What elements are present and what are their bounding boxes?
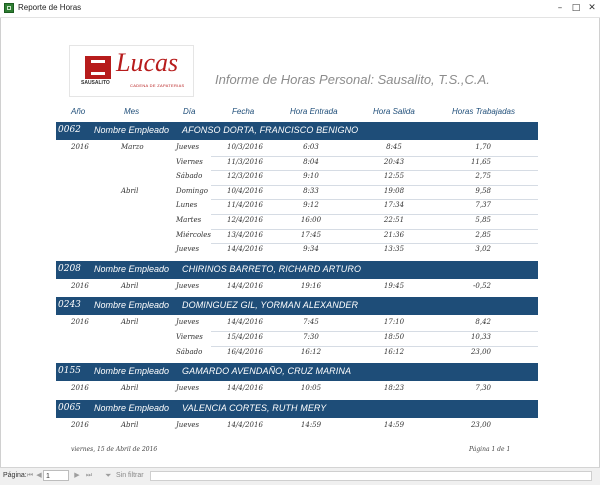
row-time-out: 19:08: [383, 186, 405, 195]
row-year: 2016: [71, 143, 89, 151]
row-time-out: 14:59: [383, 420, 405, 429]
employee-group-header: [56, 400, 538, 418]
row-day: Sábado: [176, 172, 203, 181]
row-separator: [211, 243, 538, 244]
company-logo: [69, 45, 194, 97]
row-month: Abril: [121, 384, 139, 393]
row-time-in: 19:16: [300, 281, 322, 290]
first-page-icon[interactable]: ⏮: [26, 472, 34, 479]
employee-code: 0208: [58, 263, 81, 274]
employee-group-header: [56, 122, 538, 140]
row-time-in: 9:34: [303, 245, 319, 254]
row-time-in: 17:45: [300, 230, 322, 239]
row-day: Martes: [176, 216, 202, 224]
row-date: 13/4/2016: [227, 230, 263, 239]
row-time-in: 7:30: [303, 333, 319, 341]
row-hours-worked: 7,37: [475, 201, 491, 210]
column-header-year: Año: [71, 107, 86, 116]
row-hours-worked: 8,42: [475, 318, 491, 327]
row-time-in: 9:12: [303, 201, 319, 210]
row-month: Abril: [121, 281, 139, 290]
logo-brand: Lucas: [116, 48, 179, 77]
row-time-in: 7:45: [303, 318, 319, 327]
logo-mark-text: SAUSALITO: [81, 80, 110, 86]
row-separator: [211, 185, 538, 186]
row-time-in: 8:33: [303, 186, 319, 195]
row-day: Jueves: [176, 245, 200, 254]
row-time-out: 20:43: [383, 157, 405, 166]
minimize-button[interactable]: –: [557, 3, 563, 13]
row-day: Jueves: [176, 420, 200, 429]
row-separator: [211, 214, 538, 215]
row-time-in: 16:00: [300, 216, 322, 224]
horizontal-scrollbar[interactable]: [150, 471, 592, 481]
employee-code: 0065: [58, 402, 81, 413]
row-hours-worked: 1,70: [475, 143, 491, 151]
row-time-out: 21:36: [383, 230, 405, 239]
employee-name-label: Nombre Empleado: [94, 300, 170, 311]
row-time-out: 18:50: [383, 333, 405, 341]
row-day: Domingo: [176, 186, 208, 195]
row-date: 12/3/2016: [227, 172, 263, 181]
row-hours-worked: 2,85: [475, 230, 491, 239]
row-day: Miércoles: [176, 230, 212, 239]
close-button[interactable]: ✕: [588, 3, 596, 13]
employee-group-header: [56, 363, 538, 381]
column-header-day: Día: [183, 107, 196, 116]
row-time-out: 12:55: [383, 172, 405, 181]
row-date: 15/4/2016: [227, 333, 263, 341]
access-app-icon: [4, 3, 14, 13]
page-number-input[interactable]: 1: [43, 470, 69, 481]
row-time-out: 17:10: [383, 318, 405, 327]
report-page: [1, 18, 599, 467]
filter-status[interactable]: Sin filtrar: [116, 472, 144, 479]
window-title: Reporte de Horas: [18, 3, 82, 12]
employee-name-label: Nombre Empleado: [94, 366, 170, 377]
employee-code: 0062: [58, 125, 81, 135]
row-date: 14/4/2016: [227, 420, 263, 429]
row-month: Marzo: [121, 143, 144, 151]
previous-page-icon[interactable]: ◀: [36, 472, 42, 479]
row-separator: [211, 199, 538, 200]
filter-icon: ⏷: [105, 471, 112, 480]
row-hours-worked: 11,65: [470, 157, 491, 166]
employee-name: GAMARDO AVENDAÑO, CRUZ MARINA: [182, 366, 352, 377]
column-header-time-in: Hora Entrada: [290, 107, 338, 116]
row-month: Abril: [121, 420, 139, 429]
row-hours-worked: 23,00: [470, 347, 491, 356]
row-day: Viernes: [176, 157, 203, 166]
row-time-out: 13:35: [383, 245, 405, 254]
employee-name: CHIRINOS BARRETO, RICHARD ARTURO: [182, 263, 362, 274]
report-frame: [0, 18, 600, 467]
employee-name-label: Nombre Empleado: [94, 125, 170, 135]
row-time-in: 10:05: [300, 384, 322, 393]
maximize-button[interactable]: □: [571, 3, 581, 13]
row-date: 12/4/2016: [227, 216, 263, 224]
row-date: 14/4/2016: [227, 281, 263, 290]
row-time-in: 16:12: [300, 347, 322, 356]
footer-date: viernes, 15 de Abril de 2016: [71, 446, 158, 453]
window-controls: [552, 0, 600, 17]
employee-name-label: Nombre Empleado: [94, 402, 170, 413]
row-separator: [211, 170, 538, 171]
logo-mark-icon: [85, 56, 111, 79]
row-separator: [211, 156, 538, 157]
column-header-hours-worked: Horas Trabajadas: [452, 107, 515, 116]
row-time-in: 9:10: [303, 172, 319, 181]
row-month: Abril: [121, 318, 139, 327]
row-day: Lunes: [176, 201, 198, 210]
employee-group-header: [56, 261, 538, 279]
employee-name-label: Nombre Empleado: [94, 263, 170, 274]
row-time-in: 8:04: [303, 157, 319, 166]
row-time-out: 16:12: [383, 347, 405, 356]
row-month: Abril: [121, 186, 139, 195]
row-date: 14/4/2016: [227, 245, 263, 254]
row-time-in: 6:03: [303, 143, 319, 151]
column-header-month: Mes: [124, 107, 140, 116]
row-date: 14/4/2016: [227, 318, 263, 327]
window-titlebar: [0, 0, 600, 18]
row-date: 11/3/2016: [227, 157, 263, 166]
row-separator: [211, 331, 538, 332]
row-date: 16/4/2016: [227, 347, 263, 356]
row-hours-worked: 10,33: [470, 333, 491, 341]
row-day: Jueves: [176, 318, 200, 327]
row-time-out: 22:51: [383, 216, 405, 224]
row-day: Viernes: [176, 333, 203, 341]
row-hours-worked: 5,85: [475, 216, 491, 224]
page-label: Página:: [3, 472, 27, 479]
logo-brand-sub: CADENA DE ZAPATERIAS: [130, 83, 185, 88]
record-navigation-bar: [0, 467, 600, 485]
row-hours-worked: 9,58: [475, 186, 491, 195]
row-day: Jueves: [176, 384, 200, 393]
row-date: 11/4/2016: [227, 201, 263, 210]
row-date: 14/4/2016: [227, 384, 263, 393]
row-hours-worked: 23,00: [470, 420, 491, 429]
row-time-out: 18:23: [383, 384, 405, 393]
row-separator: [211, 346, 538, 347]
row-separator: [211, 229, 538, 230]
row-year: 2016: [71, 281, 89, 290]
row-hours-worked: 2,75: [475, 172, 491, 181]
employee-group-header: [56, 297, 538, 315]
employee-name: VALENCIA CORTES, RUTH MERY: [182, 402, 327, 413]
employee-name: DOMINGUEZ GIL, YORMAN ALEXANDER: [182, 300, 359, 311]
column-header-time-out: Hora Salida: [373, 107, 415, 116]
employee-code: 0243: [58, 300, 81, 311]
row-time-in: 14:59: [300, 420, 322, 429]
footer-page-number: Página 1 de 1: [469, 446, 511, 453]
row-hours-worked: 3,02: [475, 245, 491, 254]
column-header-date: Fecha: [232, 107, 255, 116]
row-time-out: 8:45: [386, 143, 402, 151]
last-page-icon[interactable]: ⏭: [85, 472, 93, 479]
employee-code: 0155: [58, 366, 81, 377]
row-hours-worked: 7,30: [475, 384, 491, 393]
employee-name: AFONSO DORTA, FRANCISCO BENIGNO: [182, 125, 359, 135]
report-title: Informe de Horas Personal: Sausalito, T.S.,C.A.: [215, 72, 490, 87]
row-time-out: 19:45: [383, 281, 405, 290]
next-page-icon[interactable]: ▶: [74, 472, 80, 479]
row-year: 2016: [71, 384, 89, 393]
row-day: Jueves: [176, 281, 200, 290]
row-year: 2016: [71, 318, 89, 327]
row-day: Jueves: [176, 143, 200, 151]
row-year: 2016: [71, 420, 89, 429]
row-date: 10/4/2016: [227, 186, 263, 195]
row-date: 10/3/2016: [227, 143, 263, 151]
row-day: Sábado: [176, 347, 203, 356]
row-time-out: 17:34: [383, 201, 405, 210]
row-hours-worked: -0,52: [473, 281, 491, 290]
